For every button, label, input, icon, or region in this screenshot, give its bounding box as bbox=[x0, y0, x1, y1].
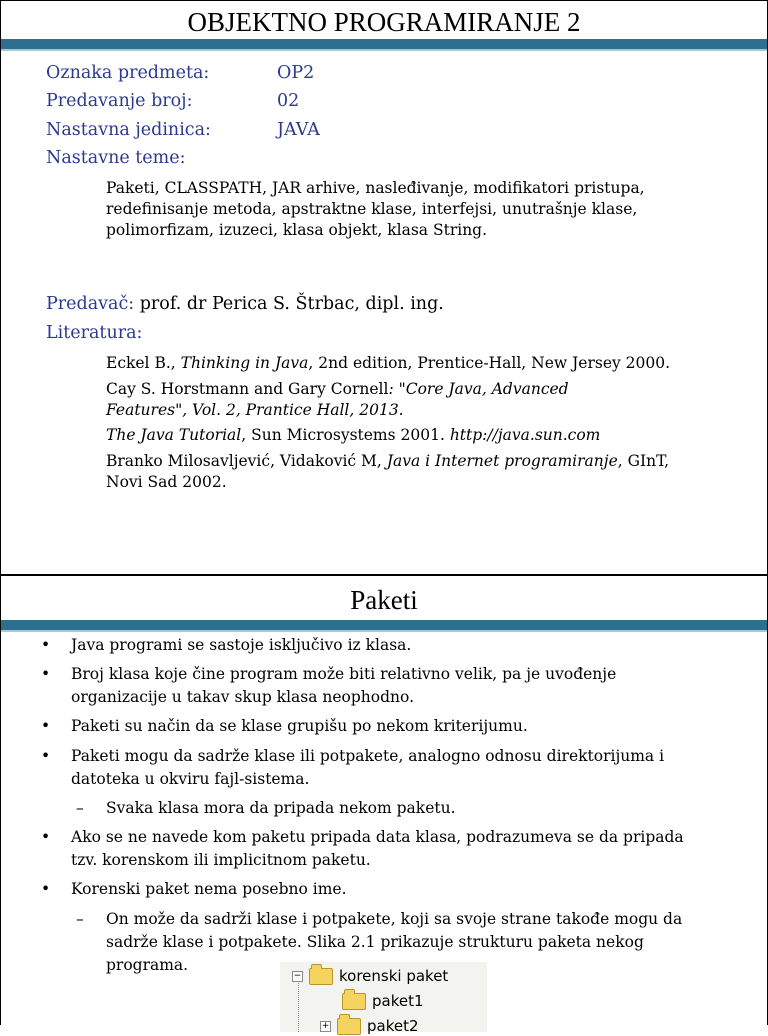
lecturer-name: prof. dr Perica S. Štrbac, dipl. ing. bbox=[139, 294, 444, 314]
tree-node-paket2[interactable] bbox=[320, 1016, 419, 1036]
slide-title: OBJEKTNO PROGRAMIRANJE 2 bbox=[187, 7, 581, 37]
slide-packages: Paketi • Java programi se sastoje isključivo iz klasa. • Broj klasa koje čine program može biti relativno velik, pa je uvođenje organizacije u takav skup klasa neophodno. • Paketi su način da se klase grupišu po nekom kriterijumu. • Paketi mogu da sadrže klase ili potpakete, analogno odnosu direktorijuma i datoteka u okviru fajl-sistema. – Svaka klasa mora da pripada nekom paketu. • Ako se ne navede kom paketu pripada data klasa, podrazumeva se da pripada tzv. korenskom ili implicitnom paketu. • Korenski paket nema posebno ime. – On može da sadrži klase i potpakete, koji sa svoje strane takođe mogu da sadrže klase i potpakete. Slika 2.1 prikazuje strukturu paketa nekog programa. − korenski paket paket1 + paket2 bbox=[0, 575, 768, 1025]
package-tree-figure bbox=[280, 962, 487, 1035]
literature-item-1: Eckel B., Thinking in Java, 2nd edition, Prentice-Hall, New Jersey 2000. bbox=[106, 354, 671, 372]
collapse-icon[interactable]: − bbox=[293, 970, 302, 981]
lecture-number-value: 02 bbox=[277, 91, 300, 111]
unit-value: JAVA bbox=[277, 120, 320, 140]
tree-node-paket1[interactable] bbox=[342, 991, 424, 1011]
literature-link[interactable]: http://java.sun.com bbox=[449, 426, 601, 444]
bullet-icon: • bbox=[41, 665, 51, 683]
dash-icon: – bbox=[76, 910, 84, 928]
bullet-icon: • bbox=[41, 636, 51, 654]
dash-icon: – bbox=[76, 799, 84, 817]
folder-icon bbox=[342, 993, 366, 1010]
literature-item-4: Branko Milosavljević, Vidaković M, Java i Internet programiranje, GInT, Novi Sad 2002. bbox=[106, 452, 670, 491]
folder-icon bbox=[337, 1018, 361, 1035]
tree-node-root[interactable] bbox=[292, 966, 448, 986]
course-code-label: Oznaka predmeta: bbox=[46, 63, 210, 83]
unit-label: Nastavna jedinica: bbox=[46, 120, 211, 140]
folder-icon bbox=[309, 968, 333, 985]
tree-node-label: korenski paket bbox=[339, 967, 449, 985]
tree-node-label: paket1 bbox=[372, 992, 424, 1010]
topics-line-3: polimorfizam, izuzeci, klasa objekt, klasa String. bbox=[106, 221, 488, 239]
lecture-number-label: Predavanje broj: bbox=[46, 91, 193, 111]
lecturer-label: Predavač: bbox=[46, 294, 135, 314]
topics-line-1: Paketi, CLASSPATH, JAR arhive, nasleđivanje, modifikatori pristupa, bbox=[106, 179, 645, 197]
literature-item-2: Cay S. Horstmann and Gary Cornell: "Core Java, Advanced Features", Vol. 2, Prantice Hall, 2013. bbox=[106, 380, 569, 419]
literature-label: Literatura: bbox=[46, 323, 143, 343]
expand-icon[interactable]: + bbox=[321, 1020, 330, 1031]
lecturer-line bbox=[46, 294, 444, 314]
topics-line-2: redefinisanje metoda, apstraktne klase, interfejsi, unutrašnje klase, bbox=[106, 200, 638, 218]
bullet-icon: • bbox=[41, 828, 51, 846]
bullet-icon: • bbox=[41, 880, 51, 898]
literature-item-3: The Java Tutorial, Sun Microsystems 2001. http://java.sun.com bbox=[106, 426, 601, 444]
topics-label: Nastavne teme: bbox=[46, 148, 186, 168]
title-divider-bar bbox=[1, 39, 767, 49]
bullet-icon: • bbox=[41, 717, 51, 735]
course-code-value: OP2 bbox=[277, 63, 315, 83]
title-divider-bar bbox=[1, 620, 767, 630]
bullet-icon: • bbox=[41, 747, 51, 765]
tree-node-label: paket2 bbox=[367, 1017, 419, 1035]
slide-title: Paketi bbox=[350, 585, 418, 615]
